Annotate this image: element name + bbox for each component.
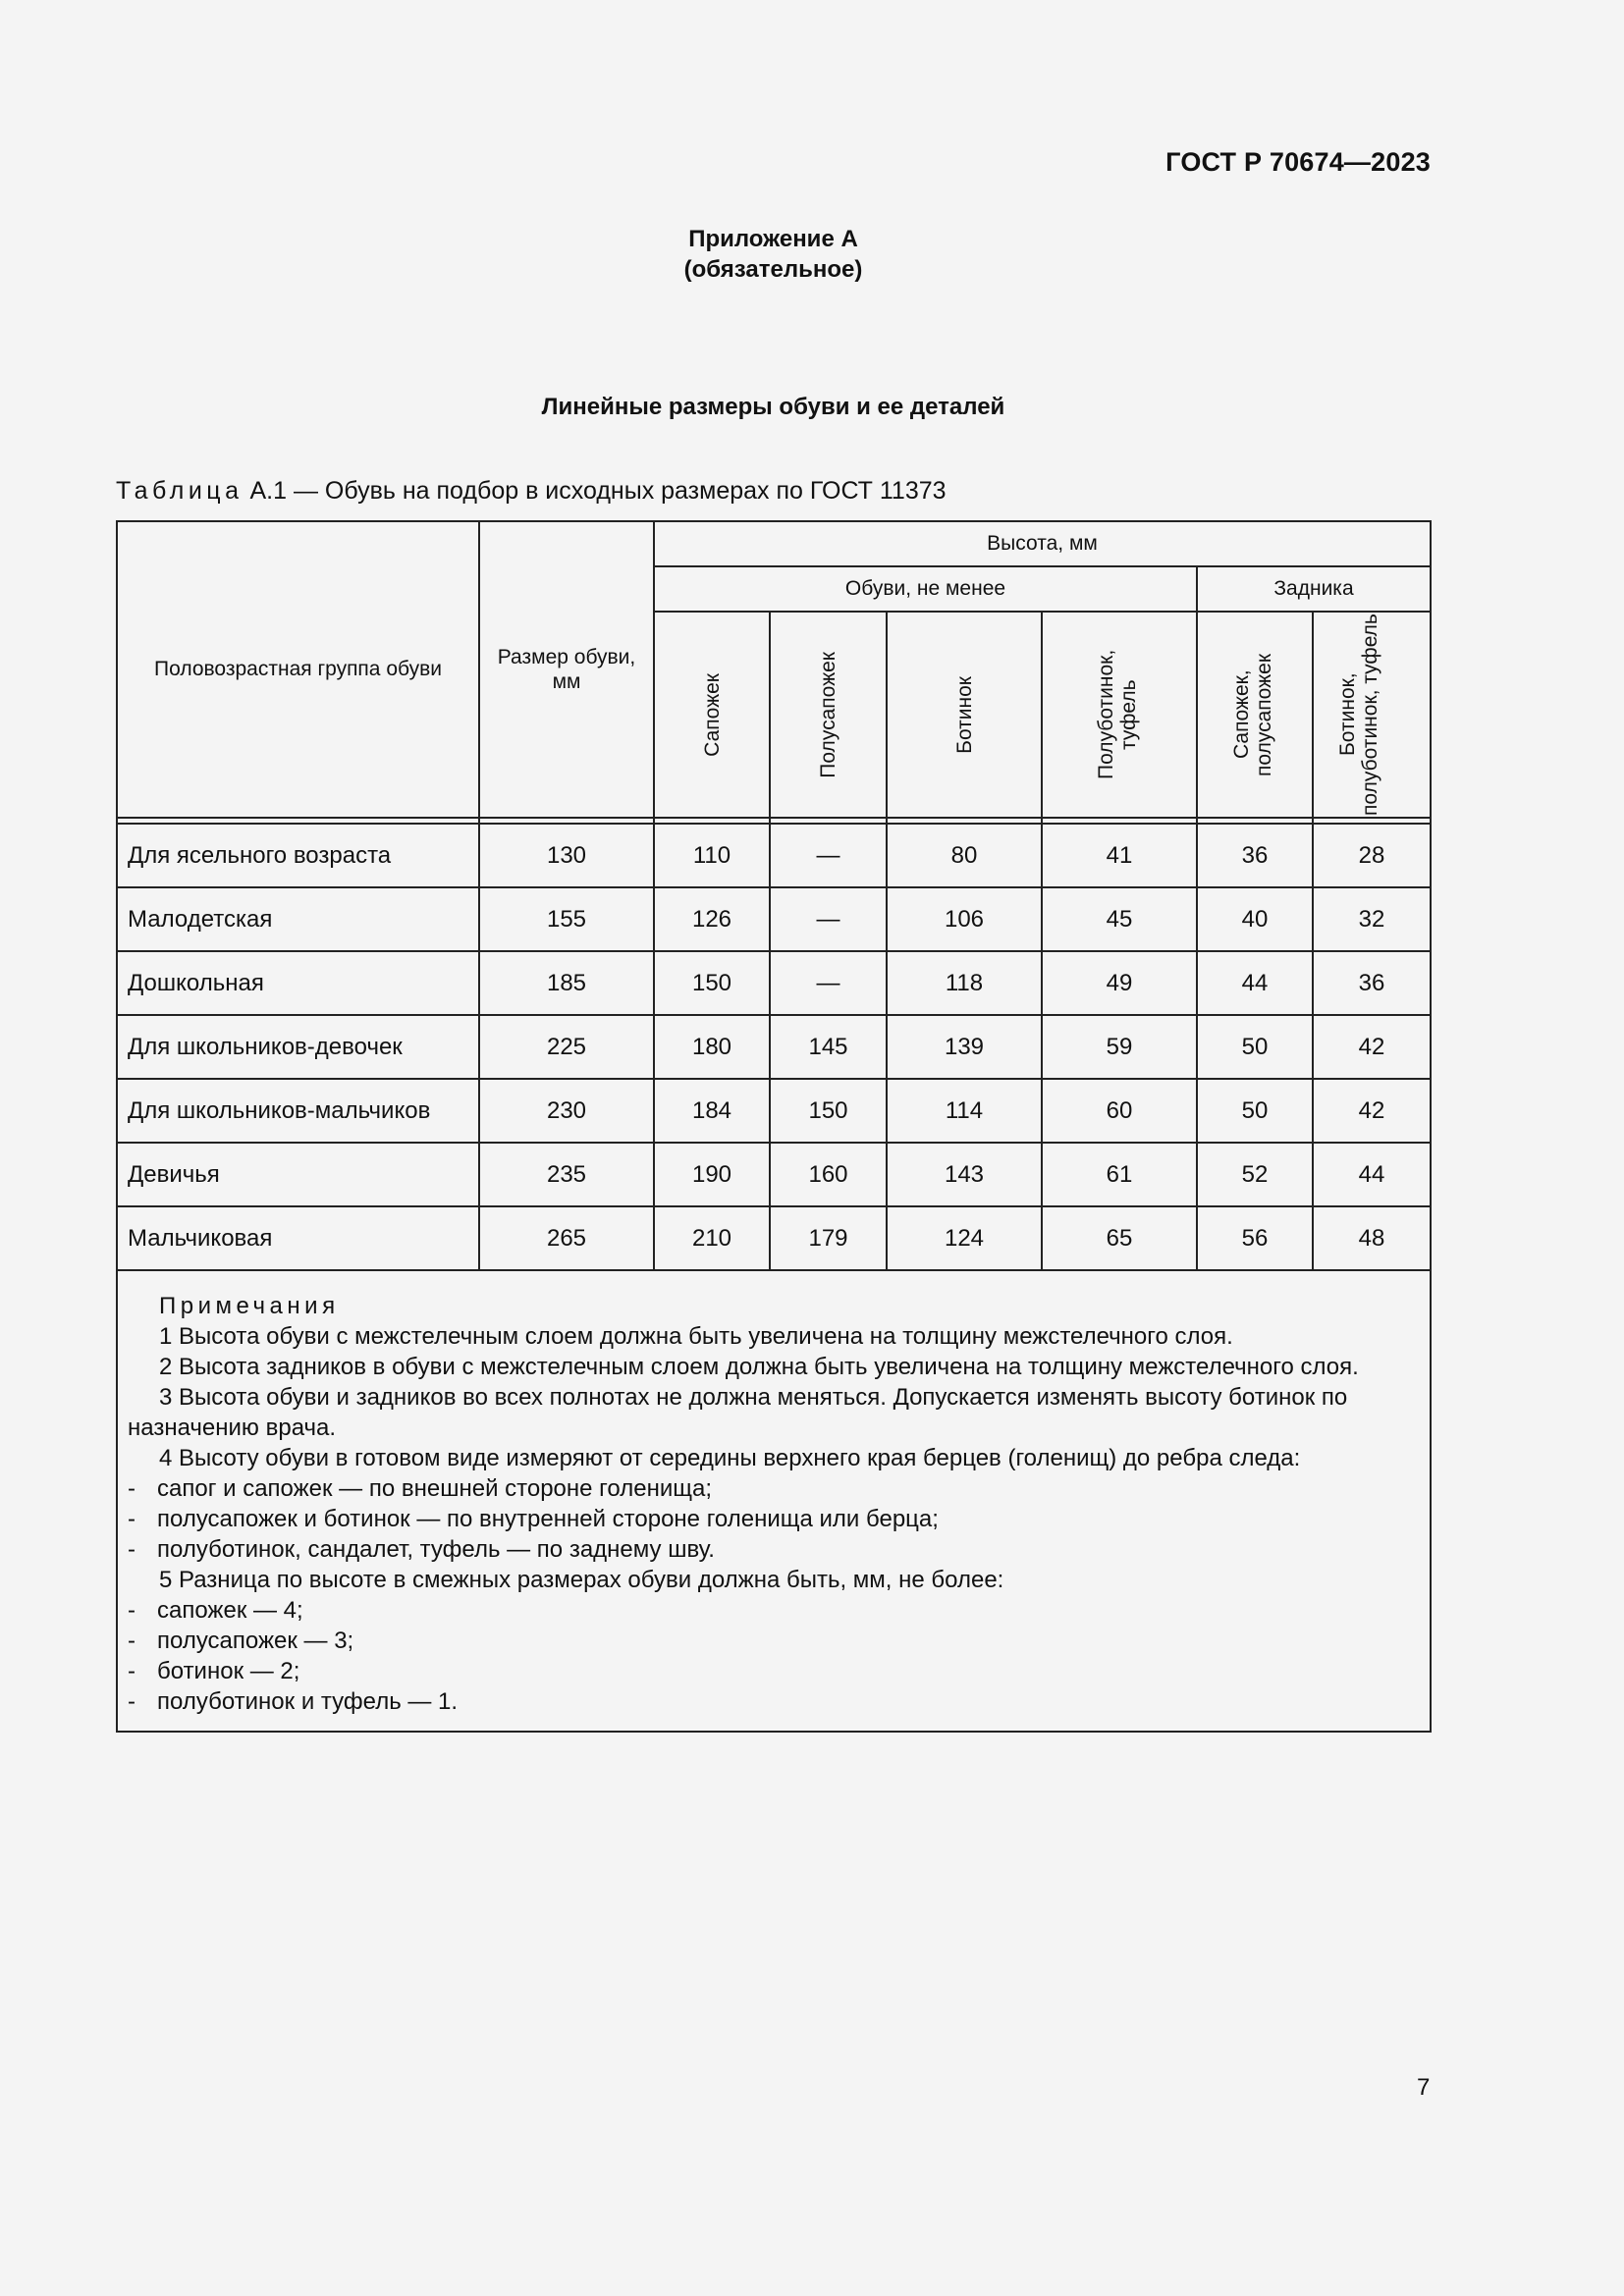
note-4-item: - сапог и сапожек — по внешней стороне голенища; (128, 1475, 712, 1502)
table-row (117, 951, 1431, 1015)
cell-heel-sapozhek: 40 (1197, 887, 1313, 951)
cell-heel-sapozhek: 56 (1197, 1206, 1313, 1270)
note-5-item: - полуботинок и туфель — 1. (128, 1688, 459, 1715)
cell-size: 235 (479, 1143, 654, 1206)
table-row (117, 1079, 1431, 1143)
cell-size: 265 (479, 1206, 654, 1270)
cell-sapozhek: 126 (654, 887, 770, 951)
cell-botinok: 139 (887, 1015, 1042, 1079)
cell-size: 155 (479, 887, 654, 951)
note-4: 4 Высоту обуви в готовом виде измеряют от середины верхнего края берцев (голенищ) до ребра следа: (159, 1445, 1301, 1471)
cell-polubotinok: 60 (1042, 1079, 1197, 1143)
cell-polusapozhek: 150 (770, 1079, 887, 1143)
cell-heel-sapozhek: 44 (1197, 951, 1313, 1015)
cell-polusapozhek: — (770, 951, 887, 1015)
cell-group: Для школьников-девочек (117, 1015, 479, 1079)
cell-heel-botinok: 42 (1313, 1079, 1431, 1143)
cell-size: 230 (479, 1079, 654, 1143)
header-col-heel-sapozhek: Сапожек, полусапожек (1197, 612, 1313, 818)
note-5-item: - полусапожек — 3; (128, 1628, 354, 1654)
cell-botinok: 143 (887, 1143, 1042, 1206)
cell-group: Мальчиковая (117, 1206, 479, 1270)
header-group: Половозрастная группа обуви (117, 521, 479, 818)
section-title: Линейные размеры обуви и ее деталей (541, 394, 1005, 420)
header-heel: Задника (1197, 566, 1431, 612)
table-row (117, 1015, 1431, 1079)
cell-polubotinok: 59 (1042, 1015, 1197, 1079)
annex-heading (0, 224, 1546, 285)
header-col-sapozhek: Сапожек (654, 612, 770, 818)
annex-title: Приложение А (688, 226, 858, 252)
cell-sapozhek: 110 (654, 824, 770, 887)
table-row (117, 1143, 1431, 1206)
cell-size: 225 (479, 1015, 654, 1079)
standard-code: ГОСТ Р 70674—2023 (1165, 147, 1431, 177)
cell-polusapozhek: — (770, 887, 887, 951)
cell-botinok: 124 (887, 1206, 1042, 1270)
cell-size: 130 (479, 824, 654, 887)
cell-group: Девичья (117, 1143, 479, 1206)
cell-heel-botinok: 42 (1313, 1015, 1431, 1079)
note-3: 3 Высота обуви и задников во всех полнотах не должна меняться. Допускается изменять высоту ботинок по назначению врача. (128, 1384, 1348, 1441)
cell-sapozhek: 210 (654, 1206, 770, 1270)
cell-heel-sapozhek: 50 (1197, 1079, 1313, 1143)
notes-title: Примечания (159, 1293, 340, 1319)
cell-group: Дошкольная (117, 951, 479, 1015)
cell-botinok: 80 (887, 824, 1042, 887)
cell-group: Малодетская (117, 887, 479, 951)
cell-heel-sapozhek: 36 (1197, 824, 1313, 887)
note-5-item: - ботинок — 2; (128, 1658, 300, 1684)
cell-polubotinok: 65 (1042, 1206, 1197, 1270)
cell-botinok: 118 (887, 951, 1042, 1015)
cell-heel-botinok: 32 (1313, 887, 1431, 951)
header-col-polusapozhek: Полусапожек (770, 612, 887, 818)
cell-polubotinok: 61 (1042, 1143, 1197, 1206)
cell-sapozhek: 190 (654, 1143, 770, 1206)
cell-polubotinok: 49 (1042, 951, 1197, 1015)
table-row (117, 887, 1431, 951)
header-size: Размер обуви, мм (479, 521, 654, 818)
note-1: 1 Высота обуви с межстелечным слоем должна быть увеличена на толщину межстелечного слоя. (159, 1323, 1233, 1350)
cell-polusapozhek: 160 (770, 1143, 887, 1206)
cell-polusapozhek: 179 (770, 1206, 887, 1270)
note-2: 2 Высота задников в обуви с межстелечным слоем должна быть увеличена на толщину межстелечного слоя. (159, 1354, 1359, 1380)
annex-status: (обязательное) (683, 256, 863, 283)
table-caption-text: А.1 — Обувь на подбор в исходных размерах по ГОСТ 11373 (243, 477, 947, 505)
note-5: 5 Разница по высоте в смежных размерах обуви должна быть, мм, не более: (159, 1567, 1004, 1593)
cell-botinok: 114 (887, 1079, 1042, 1143)
header-height: Высота, мм (654, 521, 1431, 566)
table-row (117, 824, 1431, 887)
cell-heel-sapozhek: 52 (1197, 1143, 1313, 1206)
cell-group: Для школьников-мальчиков (117, 1079, 479, 1143)
cell-heel-sapozhek: 50 (1197, 1015, 1313, 1079)
cell-polusapozhek: — (770, 824, 887, 887)
notes-cell (117, 1270, 1431, 1732)
cell-heel-botinok: 36 (1313, 951, 1431, 1015)
header-col-botinok: Ботинок (887, 612, 1042, 818)
shoe-dimensions-table (116, 520, 1432, 1733)
note-4-item: - полуботинок, сандалет, туфель — по заднему шву. (128, 1536, 715, 1563)
note-4-item: - полусапожек и ботинок — по внутренней стороне голенища или берца; (128, 1506, 939, 1532)
cell-heel-botinok: 28 (1313, 824, 1431, 887)
cell-sapozhek: 180 (654, 1015, 770, 1079)
cell-size: 185 (479, 951, 654, 1015)
notes-row (117, 1270, 1431, 1732)
table-caption (116, 477, 947, 506)
cell-heel-botinok: 44 (1313, 1143, 1431, 1206)
cell-sapozhek: 150 (654, 951, 770, 1015)
cell-polusapozhek: 145 (770, 1015, 887, 1079)
table-row (117, 1206, 1431, 1270)
cell-group: Для ясельного возраста (117, 824, 479, 887)
page-number: 7 (1417, 2074, 1431, 2101)
cell-botinok: 106 (887, 887, 1042, 951)
cell-polubotinok: 41 (1042, 824, 1197, 887)
cell-polubotinok: 45 (1042, 887, 1197, 951)
header-row-1 (117, 521, 1431, 566)
cell-heel-botinok: 48 (1313, 1206, 1431, 1270)
cell-sapozhek: 184 (654, 1079, 770, 1143)
note-5-item: - сапожек — 4; (128, 1597, 303, 1624)
header-shoes-min: Обуви, не менее (654, 566, 1197, 612)
header-col-polubotinok: Полуботинок, туфель (1042, 612, 1197, 818)
header-col-heel-botinok: Ботинок, полуботинок, туфель (1313, 612, 1431, 818)
table-caption-prefix: Таблица (116, 477, 244, 505)
